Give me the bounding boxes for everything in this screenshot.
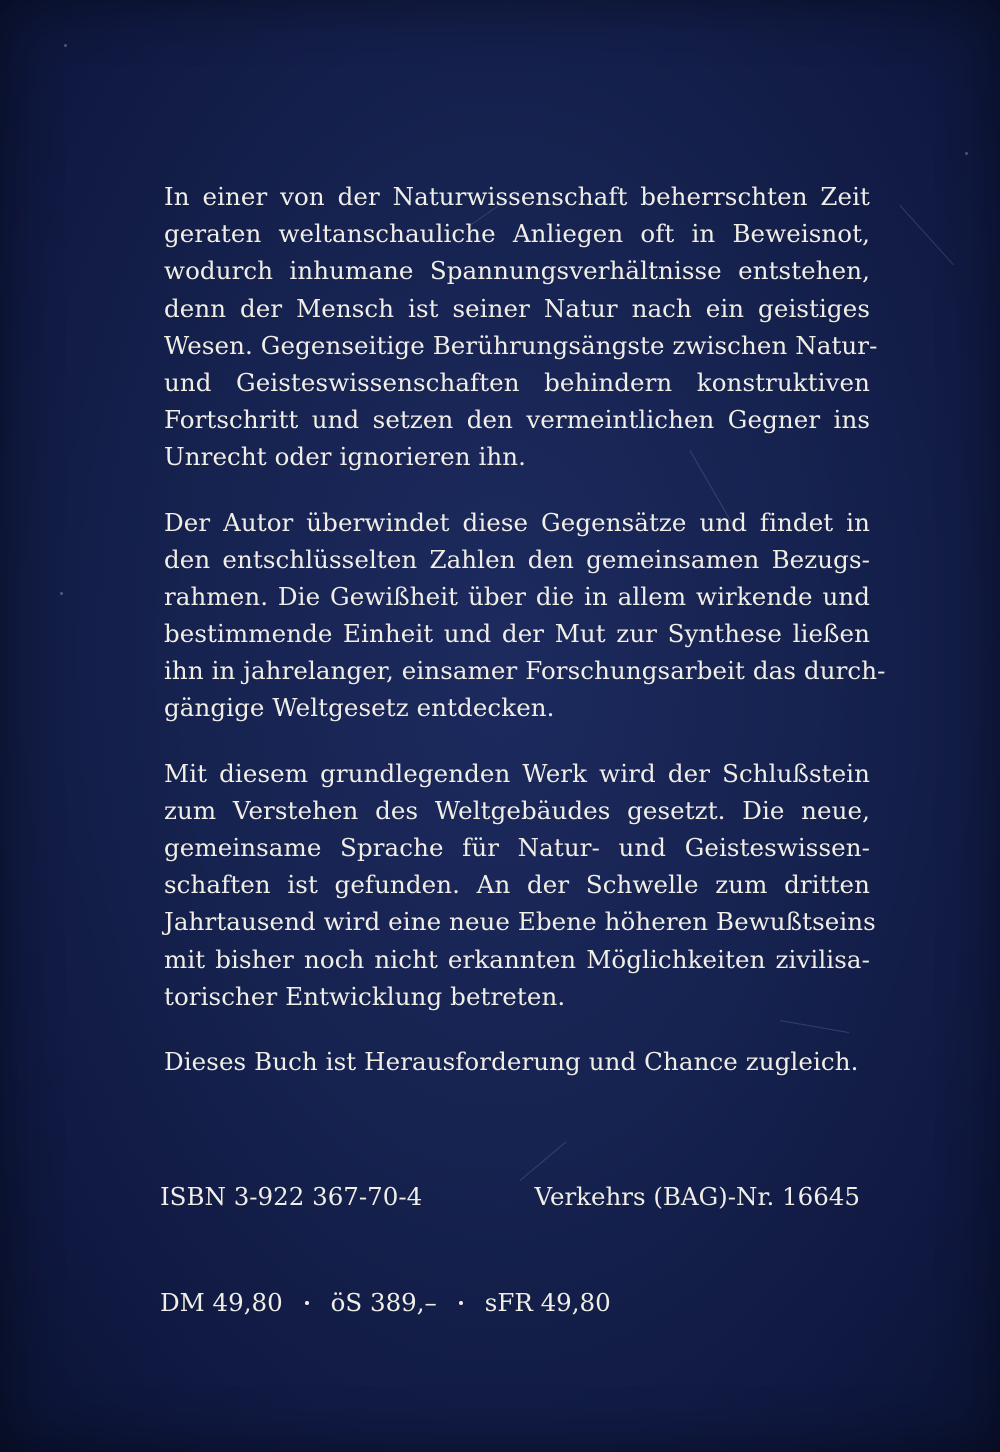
text-line: Dieses Buch ist Herausforderung und Chance zugleich. — [164, 1046, 859, 1076]
text-line: zum Verstehen des Weltgebäudes gesetzt. Die neue, — [164, 795, 870, 825]
paragraph-2 — [164, 504, 886, 727]
text-line: mit bisher noch nicht erkannten Möglichkeiten zivilisa- — [164, 944, 870, 974]
separator-dot — [305, 1301, 309, 1305]
surface-scratch — [900, 205, 954, 265]
text-line: bestimmende Einheit und der Mut zur Synthese ließen — [164, 619, 870, 649]
text-line: wodurch inhumane Spannungsverhältnisse entstehen, — [164, 256, 870, 286]
verkehrs-number: Verkehrs (BAG)-Nr. 16645 — [534, 1182, 860, 1211]
text-line: Wesen. Gegenseitige Berührungsängste zwischen Natur- — [164, 330, 878, 360]
text-line: In einer von der Naturwissenschaft beherrschten Zeit — [164, 182, 870, 211]
text-line: den entschlüsselten Zahlen den gemeinsamen Bezugs- — [164, 544, 870, 574]
paragraph-4 — [164, 1043, 870, 1080]
text-line: Unrecht oder ignorieren ihn. — [164, 442, 527, 472]
blurb-text — [164, 178, 886, 1108]
price-row — [160, 1288, 611, 1317]
separator-dot — [459, 1301, 463, 1305]
price-dm: DM 49,80 — [160, 1288, 283, 1317]
text-line: Jahrtausend wird eine neue Ebene höheren Bewußtseins — [164, 907, 876, 937]
text-line: Mit diesem grundlegenden Werk wird der Schlußstein — [164, 758, 870, 788]
text-line: Fortschritt und setzen den vermeintlichen Gegner ins — [164, 405, 870, 435]
surface-speck — [965, 152, 968, 155]
text-line: ihn in jahrelanger, einsamer Forschungsarbeit das durch- — [164, 656, 886, 686]
text-line: Der Autor überwindet diese Gegensätze und findet in — [164, 507, 870, 537]
text-line: schaften ist gefunden. An der Schwelle zum dritten — [164, 870, 870, 900]
text-line: geraten weltanschauliche Anliegen oft in Beweisnot, — [164, 219, 870, 249]
text-line: gängige Weltgesetz entdecken. — [164, 693, 555, 723]
text-line: und Geisteswissenschaften behindern konstruktiven — [164, 367, 870, 397]
identifier-row — [160, 1182, 860, 1211]
surface-speck — [64, 44, 67, 47]
text-line: gemeinsame Sprache für Natur- und Geisteswissen- — [164, 833, 870, 862]
isbn-number: ISBN 3-922 367-70-4 — [160, 1182, 423, 1211]
paragraph-3 — [164, 755, 876, 1015]
surface-speck — [60, 592, 63, 595]
price-oes: öS 389,– — [330, 1288, 437, 1317]
text-line: denn der Mensch ist seiner Natur nach ein geistiges — [164, 293, 870, 323]
surface-scratch — [520, 1142, 567, 1181]
paragraph-1 — [164, 178, 878, 476]
text-line: rahmen. Die Gewißheit über die in allem wirkende und — [164, 581, 870, 611]
price-sfr: sFR 49,80 — [484, 1288, 611, 1317]
text-line: torischer Entwicklung betreten. — [164, 981, 566, 1011]
